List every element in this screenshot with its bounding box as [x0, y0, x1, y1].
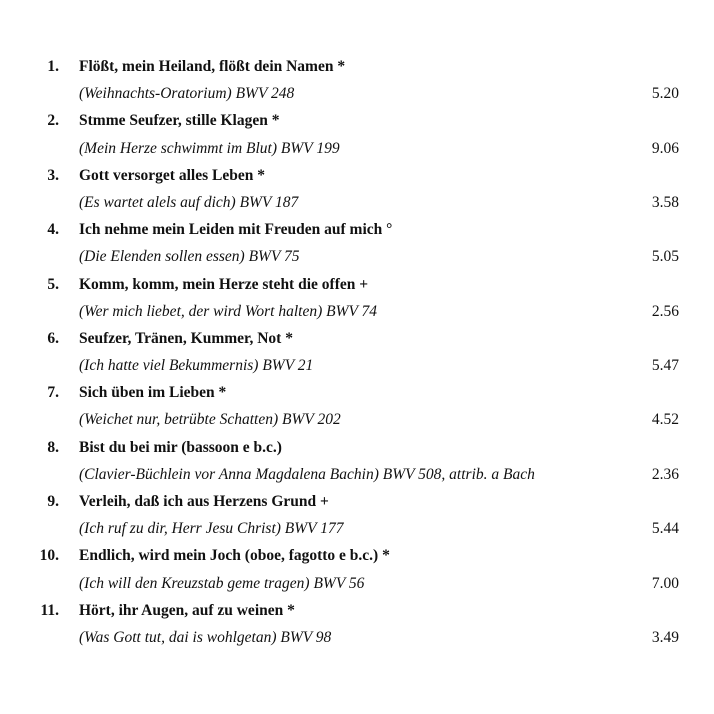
track-title-row — [0, 53, 714, 80]
track-source-row — [0, 570, 714, 597]
track-source-row — [0, 624, 714, 651]
track-source: (Weihnachts-Oratorium) BWV 248 — [79, 85, 295, 103]
track-number: 2. — [47, 112, 59, 130]
track-source: (Mein Herze schwimmt im Blut) BWV 199 — [79, 139, 340, 157]
track-title: Stmme Seufzer, stille Klagen * — [79, 112, 280, 130]
track-number: 11. — [40, 601, 59, 619]
track-duration: 7.00 — [651, 574, 679, 592]
track-item — [0, 107, 714, 161]
track-number: 6. — [47, 329, 59, 347]
track-item — [0, 162, 714, 216]
track-duration: 5.47 — [651, 357, 679, 375]
track-title-row — [0, 434, 714, 461]
track-title-row — [0, 216, 714, 243]
track-number: 9. — [47, 493, 59, 510]
track-source: (Es wartet alels auf dich) BWV 187 — [79, 193, 299, 211]
track-item — [0, 597, 714, 651]
track-number: 7. — [47, 384, 59, 402]
track-title-row — [0, 107, 714, 134]
track-item — [0, 216, 714, 270]
track-duration: 9.06 — [651, 139, 679, 157]
track-source: (Wer mich liebet, der wird Wort halten) BWV 74 — [79, 302, 378, 320]
track-source: (Ich hatte viel Bekummernis) BWV 21 — [79, 357, 314, 375]
track-title-row — [0, 597, 714, 624]
track-source-row — [0, 461, 714, 488]
track-title: Ich nehme mein Leiden mit Freuden auf mich ° — [79, 221, 393, 239]
track-title-row — [0, 325, 714, 352]
track-number: 1. — [47, 58, 59, 75]
track-source: (Weichet nur, betrübte Schatten) BWV 202 — [79, 411, 341, 429]
track-duration: 5.05 — [651, 248, 679, 266]
track-title-row — [0, 271, 714, 298]
track-duration: 2.56 — [651, 302, 679, 320]
track-number: 8. — [47, 438, 59, 456]
track-source-row — [0, 406, 714, 433]
track-number: 5. — [47, 275, 59, 293]
track-source: (Ich ruf zu dir, Herr Jesu Christ) BWV 177 — [79, 520, 344, 538]
track-title: Bist du bei mir (bassoon e b.c.) — [79, 438, 282, 456]
track-source: (Clavier-Büchlein vor Anna Magdalena Bachin) BWV 508, attrib. a Bach — [79, 465, 535, 483]
track-duration: 3.58 — [651, 193, 679, 211]
track-item — [0, 542, 714, 596]
track-item — [0, 434, 714, 488]
track-title: Sich üben im Lieben * — [79, 384, 227, 402]
track-item — [0, 53, 714, 107]
track-title: Verleih, daß ich aus Herzens Grund + — [79, 493, 329, 510]
track-title: Seufzer, Tränen, Kummer, Not * — [79, 329, 293, 347]
track-duration: 5.20 — [651, 85, 679, 103]
track-item — [0, 379, 714, 433]
track-title-row — [0, 488, 714, 515]
track-item — [0, 488, 714, 542]
track-source: (Ich will den Kreuzstab geme tragen) BWV 56 — [79, 574, 365, 592]
track-duration: 5.44 — [651, 520, 679, 538]
track-source-row — [0, 515, 714, 542]
track-title: Endlich, wird mein Joch (oboe, fagotto e b.c.) * — [79, 547, 390, 565]
track-source: (Was Gott tut, dai is wohlgetan) BWV 98 — [79, 628, 332, 646]
track-duration: 2.36 — [651, 465, 679, 483]
track-list — [0, 53, 714, 651]
track-title-row — [0, 379, 714, 406]
track-item — [0, 325, 714, 379]
track-source-row — [0, 298, 714, 325]
track-source: (Die Elenden sollen essen) BWV 75 — [79, 248, 300, 266]
track-source-row — [0, 135, 714, 162]
track-title: Flößt, mein Heiland, flößt dein Namen * — [79, 58, 346, 75]
track-title-row — [0, 162, 714, 189]
track-title: Hört, ihr Augen, auf zu weinen * — [79, 601, 295, 619]
track-item — [0, 271, 714, 325]
track-source-row — [0, 352, 714, 379]
track-number: 10. — [39, 547, 59, 565]
track-duration: 4.52 — [651, 411, 679, 429]
track-title-row — [0, 542, 714, 569]
track-number: 3. — [47, 166, 59, 184]
track-duration: 3.49 — [651, 628, 679, 646]
track-source-row — [0, 80, 714, 107]
track-title: Gott versorget alles Leben * — [79, 166, 265, 184]
track-source-row — [0, 189, 714, 216]
track-number: 4. — [47, 221, 59, 239]
track-title: Komm, komm, mein Herze steht die offen + — [79, 275, 369, 293]
track-source-row — [0, 243, 714, 270]
